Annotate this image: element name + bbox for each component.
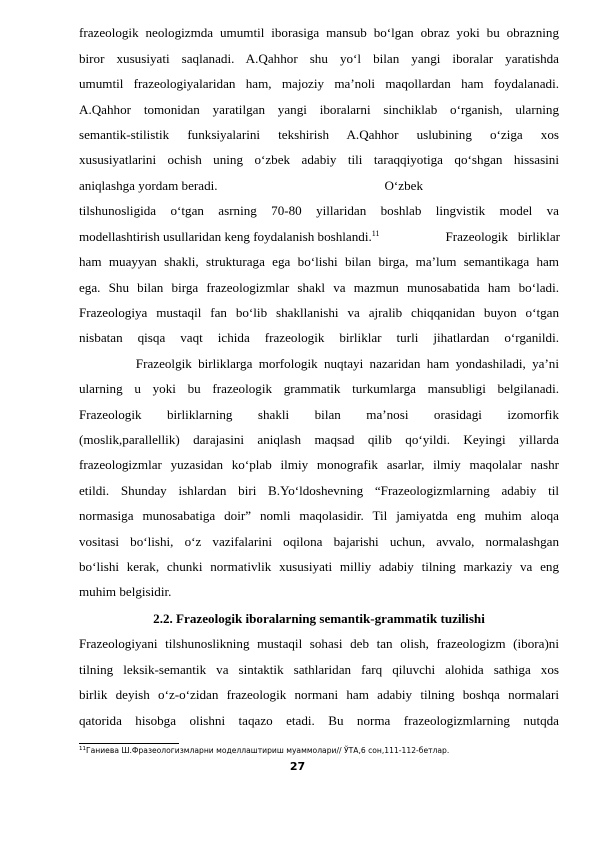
text-line: semantik-stilistik funksiyalarini tekshirish A.Qahhor uslubining o‘ziga xos [79, 127, 559, 142]
text-line: A.Qahhor tomonidan yaratilgan yangi iboralarni sinchiklab o‘rganish, ularning [79, 102, 559, 117]
text-line: normasiga munosabatiga doir” nomli maqolasidir. Til jamiyatda eng muhim aloqa [79, 508, 559, 523]
text-line: Frazeologiyani tilshunoslikning mustaqil sohasi deb tan olish, frazeologizm (ibora)ni [79, 636, 559, 651]
text-line: tilshunosligida o‘tgan asrning 70-80 yillaridan boshlab lingvistik model va [79, 203, 559, 218]
text-line: xususiyatlarini ochish uning o‘zbek adabiy tili taraqqiyotiga qo‘shgan hissasini [79, 152, 559, 167]
text-line: qatorida hisobga olishni taqazo etadi. Bu norma frazeologizmlarning nutqda [79, 713, 559, 728]
footnote-separator [79, 743, 179, 744]
footnote [79, 746, 449, 756]
text-line: Frazeologik birliklarning shakli bilan ma’nosi orasidagi izomorfik [79, 407, 559, 422]
text-line: muhim belgisidir. [79, 584, 172, 599]
footnote-number: 11 [79, 746, 86, 752]
text-line: Frazeolgik birliklarga morfologik nuqtayi nazaridan ham yondashiladi, ya’ni [79, 356, 559, 371]
text-line: tilning leksik-semantik va sintaktik sathlaridan farq qiluvchi alohida sathiga xos [79, 662, 559, 677]
text-line: vositasi bo‘lishi, o‘z vazifalarini oqilona bajarishi uchun, avvalo, normalashgan [79, 534, 559, 549]
text-line: aniqlashga yordam beradi. O‘zbek [79, 178, 424, 193]
text-line: etildi. Shunday ishlardan biri B.Yo‘ldoshevning “Frazeologizmlarning adabiy til [79, 483, 559, 498]
text-line: (moslik,parallellik) darajasini aniqlash maqsad qilib qo‘yildi. Keyingi yillarda [79, 432, 559, 447]
text-line [79, 228, 379, 245]
text-line: Frazeologiya mustaqil fan bo‘lib shakllanishi va ajralib chiqqanidan buyon o‘tgan [79, 305, 559, 320]
footnote-reference: 11 [371, 229, 380, 238]
text-line: birlik deyish o‘z-o‘zidan frazeologik normani ham adabiy tilning boshqa normalari [79, 687, 559, 702]
text-line: bo‘lishi kerak, chunki normativlik xususiyati milliy adabiy tilning markaziy va eng [79, 559, 559, 574]
text-line: frazeologik neologizmda umumtil iborasiga mansub bo‘lgan obraz yoki bu obrazning [79, 25, 559, 40]
page-number: 27 [289, 760, 306, 773]
text-line-part: Frazeologik birliklar [412, 229, 560, 244]
footnote-text: Ганиева Ш.Фразеологизмларни моделлаштириш муаммолари// ЎТА,6 сон,111-112-бетлар. [86, 746, 450, 755]
text-line: biror xususiyati saqlanadi. A.Qahhor shu yo‘l bilan yangi iboralar yaratishda [79, 51, 559, 66]
text-line: nisbatan qisqa vaqt ichida frazeologik birliklar turli jihatlardan o‘rganildi. [79, 330, 559, 345]
text-line: ularning u yoki bu frazeologik grammatik turkumlarga mansubligi belgilanadi. [79, 381, 559, 396]
text-line: umumtil frazeologiyalaridan ham, majoziy ma’noli maqollardan ham foydalanadi. [79, 76, 559, 91]
text-line: ham muayyan shakli, strukturaga ega bo‘lishi bilan birga, ma’lum semantikaga ham [79, 254, 559, 269]
section-heading: 2.2. Frazeologik iboralarning semantik-grammatik tuzilishi [153, 611, 485, 626]
text-line: frazeologizmlar yuzasidan ko‘plab ilmiy monografik asarlar, ilmiy maqolalar nashr [79, 457, 559, 472]
text-line-part: modellashtirish usullaridan keng foydalanish boshlandi. [79, 229, 372, 244]
text-line: ega. Shu bilan birga frazeologizmlar shakl va mazmun munosabatida ham bo‘ladi. [79, 280, 559, 295]
